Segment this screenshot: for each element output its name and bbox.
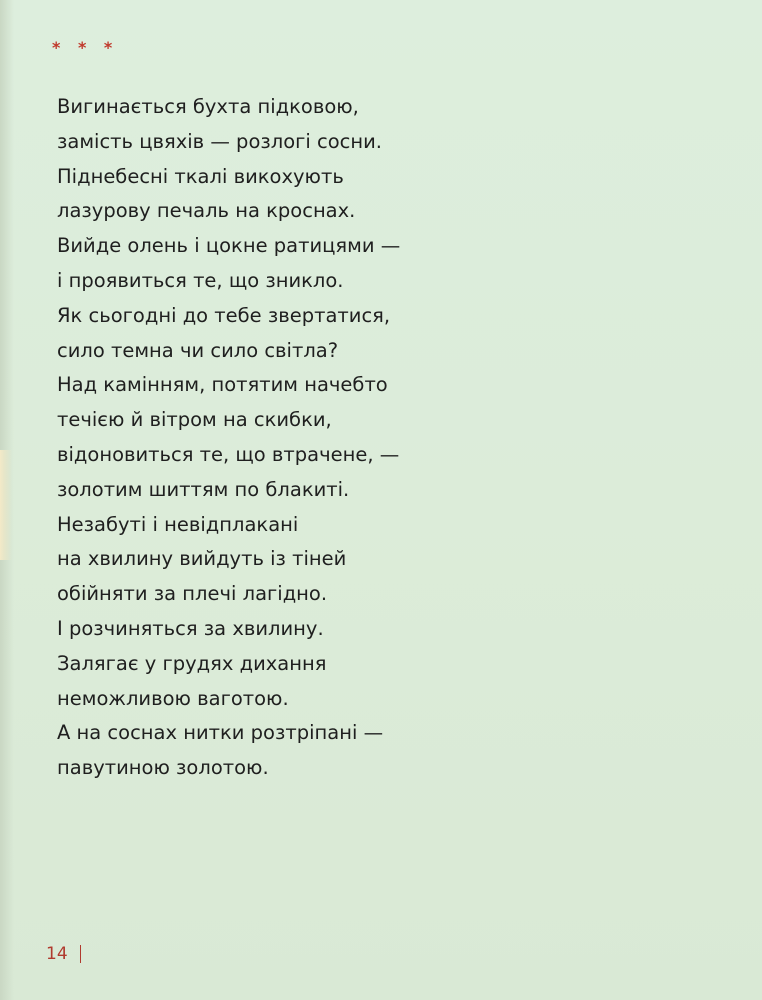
poem-line: замість цвяхів — розлогі сосни. <box>57 129 382 153</box>
section-ornament: * * * <box>52 38 119 57</box>
poem-text <box>57 90 400 786</box>
poem-line: течією й вітром на скибки, <box>57 408 332 432</box>
poem-line: лазурову печаль на кроснах. <box>57 199 356 223</box>
page-number-divider <box>80 945 81 963</box>
poem-line: Вигинається бухта підковою, <box>57 95 359 118</box>
poem-line: Вийде олень і цокне ратицями — <box>57 234 401 258</box>
poem-line: І розчиняться за хвилину. <box>57 616 324 640</box>
poem-line: відоновиться те, що втрачене, — <box>57 442 400 466</box>
poem-line: Над камінням, потятим начебто <box>57 373 388 397</box>
page-number: 14 <box>46 944 68 964</box>
poem-line: і проявиться те, що зникло. <box>57 268 344 292</box>
poem-line: обійняти за плечі лагідно. <box>57 582 328 606</box>
poem-line: Залягає у грудях дихання <box>57 651 327 675</box>
poem-line: А на соснах нитки розтріпані — <box>57 721 384 745</box>
poem-line: Як сьогодні до тебе звертатися, <box>57 303 391 327</box>
poem-line: павутиною золотою. <box>57 756 269 780</box>
poem-line: Незабуті і невідплакані <box>57 512 299 536</box>
page-edge-highlight <box>0 450 12 560</box>
page-footer <box>46 944 81 964</box>
poem-line: на хвилину вийдуть із тіней <box>57 547 347 571</box>
poem-line: сило темна чи сило світла? <box>57 338 339 362</box>
poem-line: неможливою ваготою. <box>57 686 289 710</box>
poem-line: Піднебесні ткалі викохують <box>57 164 344 188</box>
poem-line: золотим шиттям по блакиті. <box>57 477 350 501</box>
